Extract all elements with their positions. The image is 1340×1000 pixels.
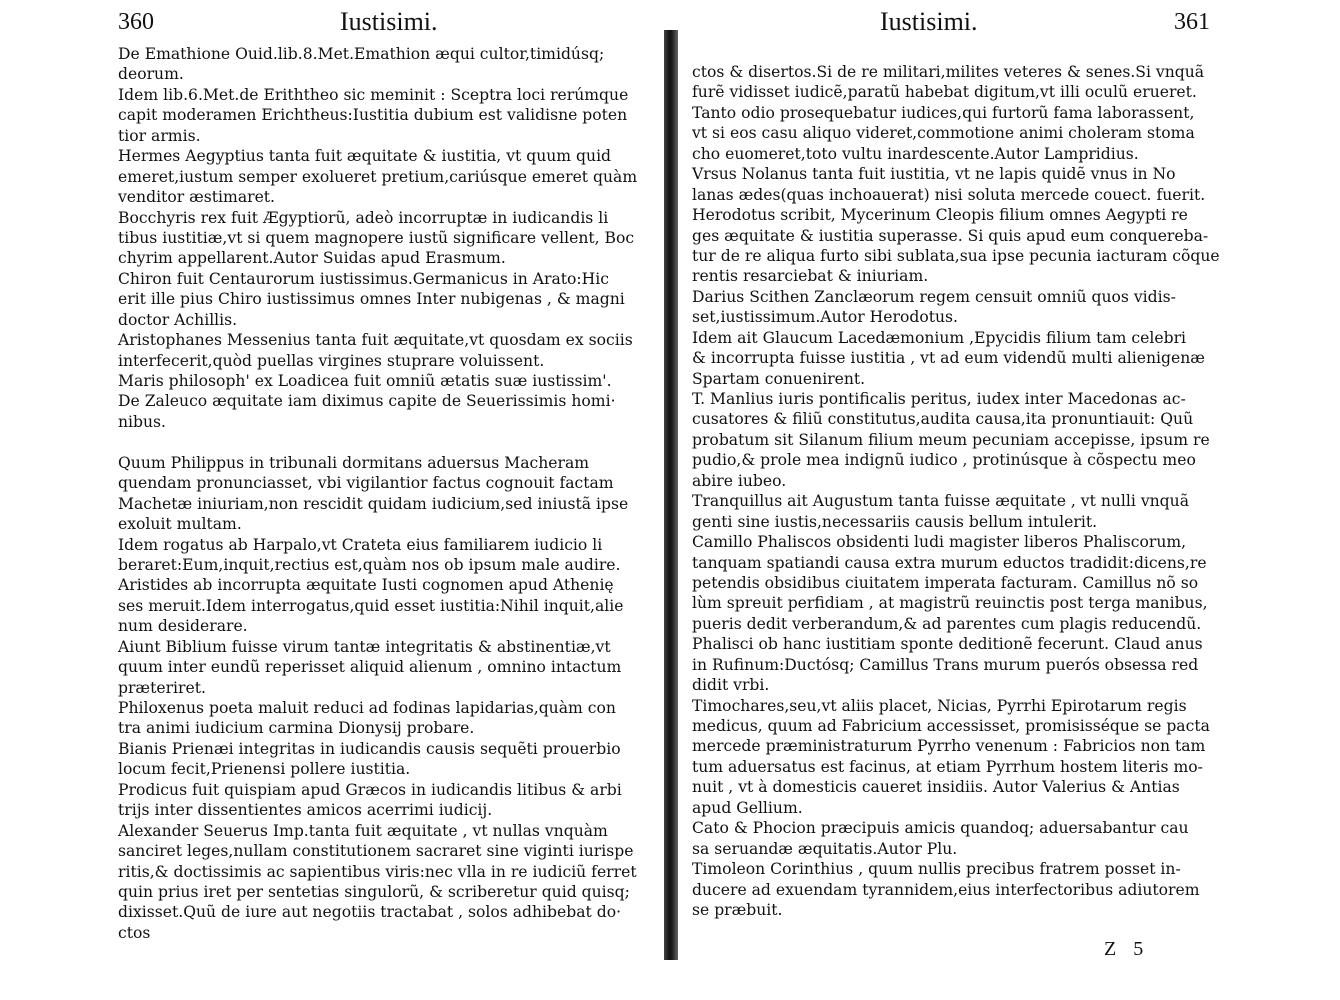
text-line: Alexander Seuerus Imp.tanta fuit æquitate , vt nullas vnquàm [118,821,608,840]
text-line: lanas ædes(quas inchoauerat) nisi soluta mercede couect. fuerit. [692,185,1206,204]
text-line: trijs inter dissentientes amicos acerrimi iudicij. [118,801,493,820]
text-line: tra animi iudicium carmina Dionysij probare. [118,719,475,738]
text-line: abire iubeo. [692,471,787,490]
text-line: nibus. [118,412,167,431]
text-line: Prodicus fuit quispiam apud Græcos in iudicandis litibus & arbi [118,780,622,799]
text-block [118,44,637,943]
text-line: num desiderare. [118,617,248,636]
text-line: beraret:Eum,inquit,rectius est,quàm nos ob ipsum male audire. [118,555,621,574]
text-line: locum fecit,Prienensi pollere iustitia. [118,760,411,779]
text-line: Aristophanes Messenius tanta fuit æquitate,vt quosdam ex sociis [118,331,633,350]
text-line: De Zaleuco æquitate iam diximus capite de Seuerissimis homi· [118,392,616,411]
text-line: tibus iustitiæ,vt si quem magnopere iustũ significare vellent, Boc [118,228,635,247]
page-number: 360 [118,9,154,35]
text-line: Darius Scithen Zanclæorum regem censuit omniũ quos vidis- [692,287,1176,306]
text-line: Phalisci ob hanc iustitiam sponte deditionẽ fecerunt. Claud anus [692,635,1203,654]
text-line: Philoxenus poeta maluit reduci ad fodinas lapidarias,quàm con [118,699,616,717]
text-line: Tranquillus ait Augustum tanta fuisse æquitate , vt nulli vnquã [692,492,1190,511]
text-line: Idem ait Glaucum Lacedæmonium ,Epycidis filium tam celebri [692,328,1187,347]
text-line: sa seruandæ æquitatis.Autor Plu. [692,839,958,858]
text-line: capit moderamen Erichtheus:Iustitia dubium est validisne poten [118,106,628,125]
text-block [692,62,1220,920]
text-line: chyrim appellarent.Autor Suidas apud Erasmum. [118,249,506,268]
text-line: Quum Philippus in tribunali dormitans aduersus Macheram [118,453,590,472]
running-head: Iustisimi. [880,7,978,36]
text-line: doctor Achillis. [118,310,238,329]
text-line: ses meruit.Idem interrogatus,quid esset iustitia:Nihil inquit,alie [118,596,624,615]
text-line: quum inter eundũ reperisset aliquid alienum , omnino intactum [118,658,622,677]
text-line: se præbuit. [692,900,783,919]
text-line: quendam pronunciasset, vbi vigilantior factus cognouit factam [118,474,614,493]
text-line: probatum sit Silanum filium meum pecuniam accepisse, ipsum re [692,430,1210,449]
text-line: ritis,& doctissimis ac sapientibus viris:nec vlla in re iudiciũ ferret [118,862,637,881]
text-line: Timoleon Corinthius , quum nullis precibus fratrem posset in- [692,860,1181,879]
running-head: Iustisimi. [340,7,438,36]
text-line: rentis resarciebat & iniuriam. [692,267,929,286]
text-line: interfecerit,quòd puellas virgines stuprare voluissent. [118,351,545,370]
text-line: & incorrupta fuisse iustitia , vt ad eum videndũ multi alienigenæ [692,349,1205,368]
text-line: pueris dedit verberandum,& ad parentes cum plagis reducendũ. [692,614,1202,633]
text-line: Idem rogatus ab Harpalo,vt Crateta eius familiarem iudicio li [118,535,603,554]
text-line: præteriret. [118,678,206,697]
text-line: emeret,iustum semper exolueret pretium,cariúsque emeret quàm [118,167,638,186]
text-line: Machetæ iniuriam,non rescidit quidam iudicium,sed iniustã ipse [118,494,629,513]
text-line: tanquam spatiandi causa extra murum eductos tradidit:dicens,re [692,553,1207,572]
text-line: in Rufinum:Ductósq; Camillus Trans murum puerós obsessa red [692,655,1199,674]
text-line: quin prius iret per sentetias singulorũ, & scriberetur quid quisq; [118,882,630,901]
text-line: Tanto odio prosequebatur iudices,qui furtorũ fama laborassent, [692,103,1195,122]
text-line: Bocchyris rex fuit Ægyptiorũ, adeò incorruptæ in iudicandis li [118,208,609,227]
text-line: Spartam conuenirent. [692,369,866,388]
signature-mark: Z 5 [1104,938,1150,960]
page-number: 361 [1174,9,1210,35]
text-line: T. Manlius iuris pontificalis peritus, iudex inter Macedonas ac- [692,390,1186,408]
text-line: Chiron fuit Centaurorum iustissimus.Germanicus in Arato:Hic [118,269,610,288]
text-line: nuit , vt à domesticis caueret insidiis. Autor Valerius & Antias [692,778,1180,797]
text-line: deorum. [118,65,184,84]
text-line: set,iustissimum.Autor Herodotus. [692,308,958,327]
text-line: apud Gellium. [692,798,803,817]
text-line: cho euomeret,toto vultu inardescente.Autor Lampridius. [692,144,1139,163]
text-line: dixisset.Quũ de iure aut negotiis tractabat , solos adhibebat do· [118,903,622,922]
text-line: ctos & disertos.Si de re militari,milites veteres & senes.Si vnquã [692,63,1205,81]
text-line: De Emathione Ouid.lib.8.Met.Emathion æqui cultor,timidúsq; [118,45,605,63]
text-line: venditor æstimaret. [118,188,276,207]
text-line [118,432,637,452]
text-line: exoluit multam. [118,515,242,534]
text-line: cusatores & filiũ constitutus,audita causa,ita pronuntiauit: Quũ [692,410,1194,429]
text-line: Timochares,seu,vt aliis placet, Nicias, Pyrrhi Epirotarum regis [692,696,1187,715]
text-line: Herodotus scribit, Mycerinum Cleopis filium omnes Aegypti re [692,206,1188,225]
text-line: Hermes Aegyptius tanta fuit æquitate & iustitia, vt quum quid [118,147,612,166]
text-line: erit ille pius Chiro iustissimus omnes Inter nubigenas , & magni [118,290,625,309]
text-line: Bianis Prienæi integritas in iudicandis causis sequẽti prouerbio [118,739,621,758]
text-line: ctos [118,923,151,942]
text-line: sanciret leges,nullam constitutionem sacraret sine viginti iurispe [118,842,634,861]
left-page [0,0,668,1000]
text-line: Aristides ab incorrupta æquitate Iusti cognomen apud Athenię [118,576,614,595]
text-line: pudio,& prole mea indignũ iudico , protinúsque à cõspectu meo [692,451,1196,470]
text-line: medicus, quum ad Fabricium accessisset, promisisséque se pacta [692,717,1210,735]
text-line: lùm spreuit perfidiam , at magistrũ reuinctis post terga manibus, [692,594,1208,613]
text-line: tur de re aliqua furto sibi sublata,sua ipse pecunia iacturam cõque [692,246,1220,265]
text-line: ges æquitate & iustitia superasse. Si quis apud eum conquereba- [692,226,1209,245]
text-line: Cato & Phocion præcipuis amicis quandoq; aduersabantur cau [692,819,1189,838]
text-line: vt si eos casu aliquo videret,commotione animi choleram stoma [692,124,1195,143]
text-line: Maris philosoph' ex Loadicea fuit omniũ ætatis suæ iustissim'. [118,372,612,390]
text-line: didit vrbi. [692,676,770,695]
text-line: Aiunt Biblium fuisse virum tantæ integritatis & abstinentiæ,vt [118,637,611,656]
text-line: furẽ vidisset iudicẽ,paratũ habebat digitum,vt illi oculũ erueret. [692,83,1197,102]
text-line: tior armis. [118,126,201,145]
text-line: Vrsus Nolanus tanta fuit iustitia, vt ne lapis quidẽ vnus in No [692,165,1176,184]
right-page [672,0,1340,1000]
text-line: Idem lib.6.Met.de Eriththeo sic meminit : Sceptra loci rerúmque [118,85,629,104]
text-line: tum aduersatus est facinus, at etiam Pyrrhum hostem literis mo- [692,757,1203,776]
text-line: mercede præministraturum Pyrrho venenum : Fabricios non tam [692,737,1206,756]
text-line: ducere ad exuendam tyrannidem,eius interfectoribus adiutorem [692,880,1200,899]
text-line: Camillo Phaliscos obsidenti ludi magister liberos Phaliscorum, [692,533,1187,552]
text-line: petendis obsidibus ciuitatem imperata facturam. Camillus nõ so [692,573,1199,592]
text-line: genti sine iustis,necessariis causis bellum intulerit. [692,512,1098,531]
